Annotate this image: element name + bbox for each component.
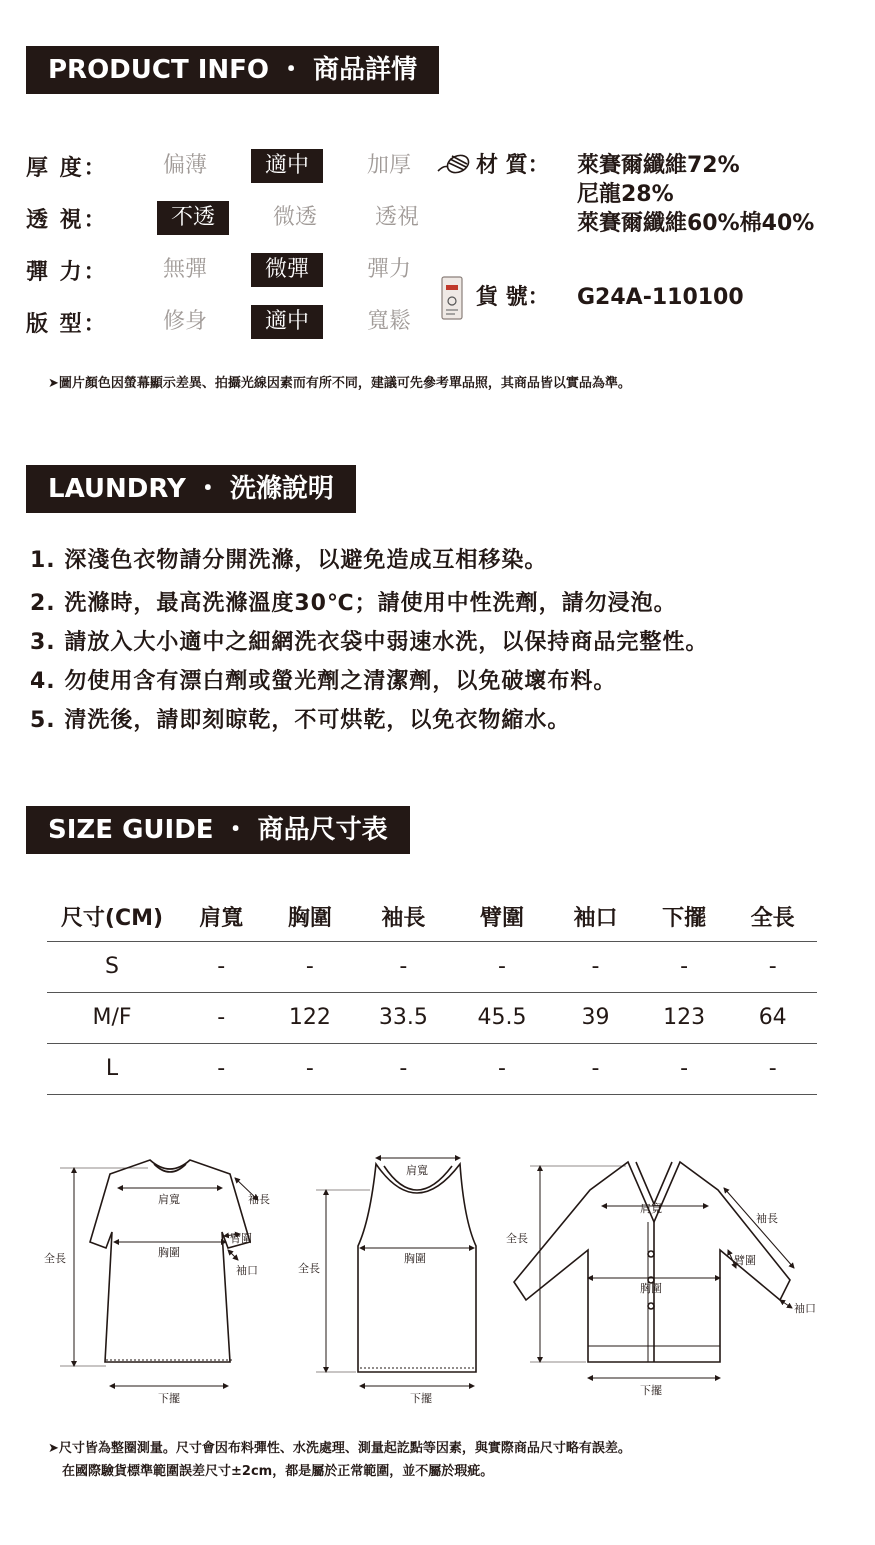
table-row (47, 941, 817, 992)
table-cell: - (177, 941, 266, 992)
table-cell: S (47, 941, 177, 992)
table-cell: 64 (728, 992, 817, 1043)
table-cell: - (640, 1043, 729, 1094)
material-line: 尼龍28% (577, 182, 674, 207)
attribute-option: 偏薄 (162, 153, 207, 178)
attribute-option: 無彈 (162, 257, 207, 282)
material-line: 萊賽爾纖維72% (577, 153, 740, 178)
product-info-header: PRODUCT INFO ・ 商品詳情 (26, 46, 439, 94)
size-guide-header: SIZE GUIDE ・ 商品尺寸表 (26, 806, 410, 854)
diagram-label: 臂圍 (734, 1254, 756, 1267)
attribute-row-transparency (26, 200, 455, 236)
laundry-item: 5. 清洗後，請即刻晾乾，不可烘乾，以免衣物縮水。 (30, 708, 571, 733)
column-header: 尺寸(CM) (47, 893, 177, 941)
laundry-item: 3. 請放入大小適中之細網洗衣袋中弱速水洗，以保持商品完整性。 (30, 630, 709, 655)
diagram-label: 全長 (506, 1232, 528, 1245)
table-cell: - (453, 941, 552, 992)
diagram-label: 袖長 (756, 1212, 778, 1225)
table-cell: - (177, 992, 266, 1043)
table-cell: 122 (266, 992, 355, 1043)
attribute-option-selected: 微彈 (251, 253, 323, 287)
diagram-label: 胸圍 (158, 1246, 180, 1259)
attribute-option: 透視 (374, 205, 419, 230)
diagram-label: 臂圍 (230, 1232, 252, 1245)
attribute-option: 寬鬆 (366, 309, 411, 334)
diagram-label: 全長 (298, 1262, 320, 1275)
table-cell: - (354, 941, 453, 992)
measurement-diagrams (40, 1150, 840, 1420)
laundry-item: 2. 洗滌時，最高洗滌溫度30℃；請使用中性洗劑，請勿浸泡。 (30, 591, 677, 616)
attribute-row-thickness (26, 148, 447, 184)
diagram-label: 袖口 (794, 1302, 816, 1315)
diagram-label: 肩寬 (640, 1202, 662, 1215)
table-cell: - (266, 941, 355, 992)
sku-value: G24A-110100 (577, 285, 744, 310)
table-row (47, 992, 817, 1043)
size-table (47, 893, 817, 1095)
laundry-item: 4. 勿使用含有漂白劑或螢光劑之清潔劑，以免破壞布料。 (30, 669, 617, 694)
table-cell: 33.5 (354, 992, 453, 1043)
column-header: 肩寬 (177, 893, 266, 941)
tag-icon (440, 275, 464, 321)
material-label: 材 質： (476, 153, 550, 178)
column-header: 袖口 (551, 893, 640, 941)
table-cell: M/F (47, 992, 177, 1043)
diagram-label: 袖口 (236, 1264, 258, 1277)
table-cell: 45.5 (453, 992, 552, 1043)
table-cell: - (640, 941, 729, 992)
table-cell: L (47, 1043, 177, 1094)
table-cell: - (354, 1043, 453, 1094)
attribute-option: 彈力 (366, 257, 411, 282)
diagram-label: 肩寬 (406, 1164, 428, 1177)
table-cell: - (551, 941, 640, 992)
tshirt-diagram (90, 1160, 250, 1362)
attribute-option-selected: 不透 (157, 201, 229, 235)
diagram-label: 全長 (44, 1252, 66, 1265)
color-disclaimer: ➤圖片顏色因螢幕顯示差異、拍攝光線因素而有所不同，建議可先參考單品照，其商品皆以實品為準。 (48, 376, 631, 391)
diagram-label: 下擺 (158, 1392, 180, 1405)
attribute-option: 修身 (162, 309, 207, 334)
table-cell: 39 (551, 992, 640, 1043)
diagram-label: 袖長 (248, 1193, 270, 1206)
diagram-label: 下擺 (410, 1392, 432, 1405)
sku-label: 貨 號： (476, 285, 550, 310)
size-disclaimer-line1: ➤尺寸皆為整圈測量。尺寸會因布料彈性、水洗處理、測量起訖點等因素，與實際商品尺寸略有誤差。 (48, 1441, 631, 1456)
tank-top-diagram (358, 1164, 476, 1372)
attribute-label: 彈 力： (26, 259, 108, 285)
attribute-row-elasticity (26, 252, 447, 288)
column-header: 全長 (728, 893, 817, 941)
table-cell: 123 (640, 992, 729, 1043)
attribute-option: 微透 (272, 205, 317, 230)
diagram-label: 胸圍 (404, 1252, 426, 1265)
attribute-label: 厚 度： (26, 155, 108, 181)
attribute-label: 版 型： (26, 311, 108, 337)
table-header-row (47, 893, 817, 941)
table-cell: - (177, 1043, 266, 1094)
diagram-label: 肩寬 (158, 1193, 180, 1206)
laundry-header: LAUNDRY ・ 洗滌說明 (26, 465, 356, 513)
attribute-option: 加厚 (366, 153, 411, 178)
attribute-option-selected: 適中 (251, 305, 323, 339)
diagram-label: 胸圍 (640, 1282, 662, 1295)
laundry-item: 1. 深淺色衣物請分開洗滌，以避免造成互相移染。 (30, 548, 548, 573)
table-row (47, 1043, 817, 1094)
table-cell: - (266, 1043, 355, 1094)
diagram-label: 下擺 (640, 1384, 662, 1397)
attribute-label: 透 視： (26, 207, 108, 233)
attribute-option-selected: 適中 (251, 149, 323, 183)
table-cell: - (453, 1043, 552, 1094)
column-header: 臂圍 (453, 893, 552, 941)
table-cell: - (728, 941, 817, 992)
size-disclaimer-line2: 在國際驗貨標準範圍誤差尺寸±2cm，都是屬於正常範圍，並不屬於瑕疵。 (62, 1464, 494, 1479)
material-values (577, 151, 814, 238)
column-header: 下擺 (640, 893, 729, 941)
column-header: 胸圍 (266, 893, 355, 941)
table-cell: - (728, 1043, 817, 1094)
table-cell: - (551, 1043, 640, 1094)
material-line: 萊賽爾纖維60%棉40% (577, 211, 815, 236)
attribute-row-fit (26, 304, 447, 340)
column-header: 袖長 (354, 893, 453, 941)
thread-spool-icon (436, 151, 472, 177)
